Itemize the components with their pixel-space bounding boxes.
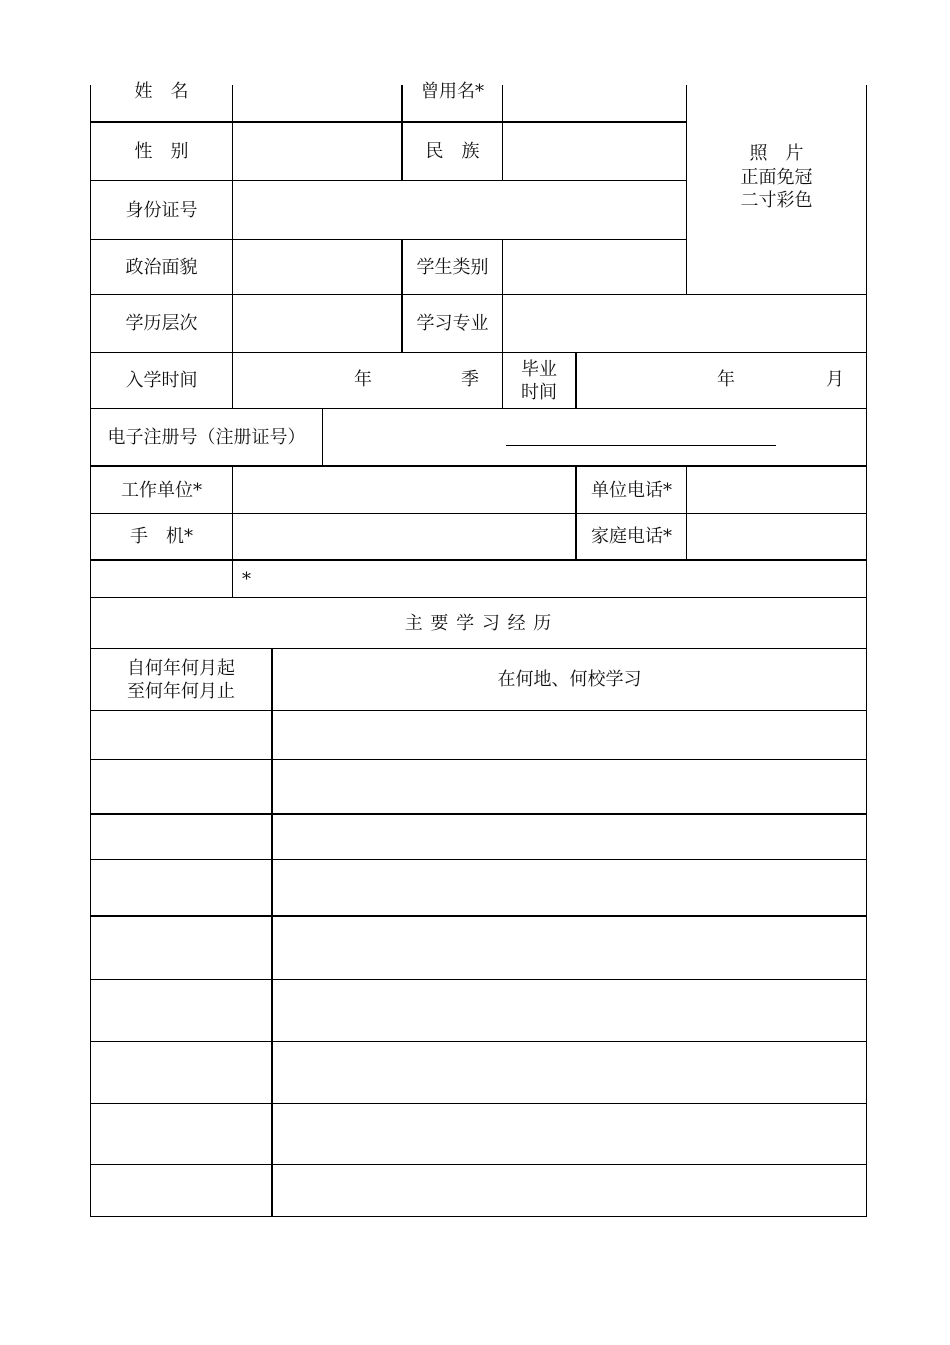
political-status-label: 政治面貌 <box>125 256 198 278</box>
history-place-cell[interactable] <box>273 980 866 1041</box>
ethnicity-label: 民 族 <box>425 140 480 162</box>
employer-label: 工作单位* <box>121 479 202 501</box>
id-number-label: 身份证号 <box>125 199 198 221</box>
major-label: 学习专业 <box>416 313 489 334</box>
history-period-cell[interactable] <box>91 860 271 915</box>
history-period-cell[interactable] <box>91 1042 271 1103</box>
history-place-cell[interactable] <box>273 1104 866 1164</box>
extra-field[interactable] <box>255 561 866 597</box>
gender-label: 性 别 <box>134 140 189 162</box>
graduation-time-label: 毕业 时间 <box>521 358 557 403</box>
history-place-cell[interactable] <box>273 917 866 979</box>
name-field[interactable] <box>233 85 401 121</box>
home-phone-label: 家庭电话* <box>591 526 672 547</box>
enrollment-season-unit: 季 <box>461 369 479 390</box>
education-level-field[interactable] <box>233 295 401 352</box>
rule <box>866 85 867 1217</box>
history-period-cell[interactable] <box>91 1165 271 1216</box>
study-history-title: 主 要 学 习 经 历 <box>404 612 553 634</box>
e-registration-label: 电子注册号（注册证号） <box>107 426 306 448</box>
history-place-cell[interactable] <box>273 711 866 759</box>
history-period-cell[interactable] <box>91 917 271 979</box>
student-type-label: 学生类别 <box>416 256 489 278</box>
history-place-cell[interactable] <box>273 1165 866 1216</box>
history-period-cell[interactable] <box>91 711 271 759</box>
history-place-cell[interactable] <box>273 860 866 915</box>
former-name-field[interactable] <box>503 85 686 121</box>
ethnicity-field[interactable] <box>503 123 686 180</box>
place-header: 在何地、何校学习 <box>497 669 642 690</box>
photo-title: 照 片 <box>749 143 804 164</box>
history-period-cell[interactable] <box>91 980 271 1041</box>
home-phone-field[interactable] <box>687 514 866 559</box>
student-type-field[interactable] <box>503 240 686 294</box>
history-period-cell[interactable] <box>91 1104 271 1164</box>
history-place-cell[interactable] <box>273 815 866 859</box>
id-number-field[interactable] <box>233 181 686 239</box>
history-place-cell[interactable] <box>273 1042 866 1103</box>
political-status-field[interactable] <box>233 240 401 294</box>
history-place-cell[interactable] <box>273 760 866 813</box>
major-field[interactable] <box>503 295 866 352</box>
work-phone-label: 单位电话* <box>591 479 672 501</box>
employer-field[interactable] <box>233 467 575 513</box>
education-level-label: 学历层次 <box>125 313 198 334</box>
rule <box>90 1216 867 1217</box>
graduation-year-unit: 年 <box>717 369 735 390</box>
enrollment-year-unit: 年 <box>354 369 372 390</box>
mobile-field[interactable] <box>233 514 575 559</box>
photo-requirement-2: 二寸彩色 <box>740 190 813 211</box>
gender-field[interactable] <box>233 123 401 180</box>
graduation-month-unit: 月 <box>826 369 844 390</box>
history-period-cell[interactable] <box>91 760 271 813</box>
e-registration-field[interactable] <box>323 409 866 465</box>
name-label: 姓 名 <box>134 80 189 102</box>
extra-label-cell[interactable] <box>91 561 232 597</box>
photo-requirement-1: 正面免冠 <box>740 167 813 188</box>
work-phone-field[interactable] <box>687 467 866 513</box>
period-header: 自何年何月起 至何年何月止 <box>127 657 235 702</box>
mobile-label: 手 机* <box>130 526 193 547</box>
enrollment-time-label: 入学时间 <box>125 370 198 391</box>
history-period-cell[interactable] <box>91 815 271 859</box>
former-name-label: 曾用名* <box>421 80 484 102</box>
extra-required-mark: * <box>242 569 251 590</box>
